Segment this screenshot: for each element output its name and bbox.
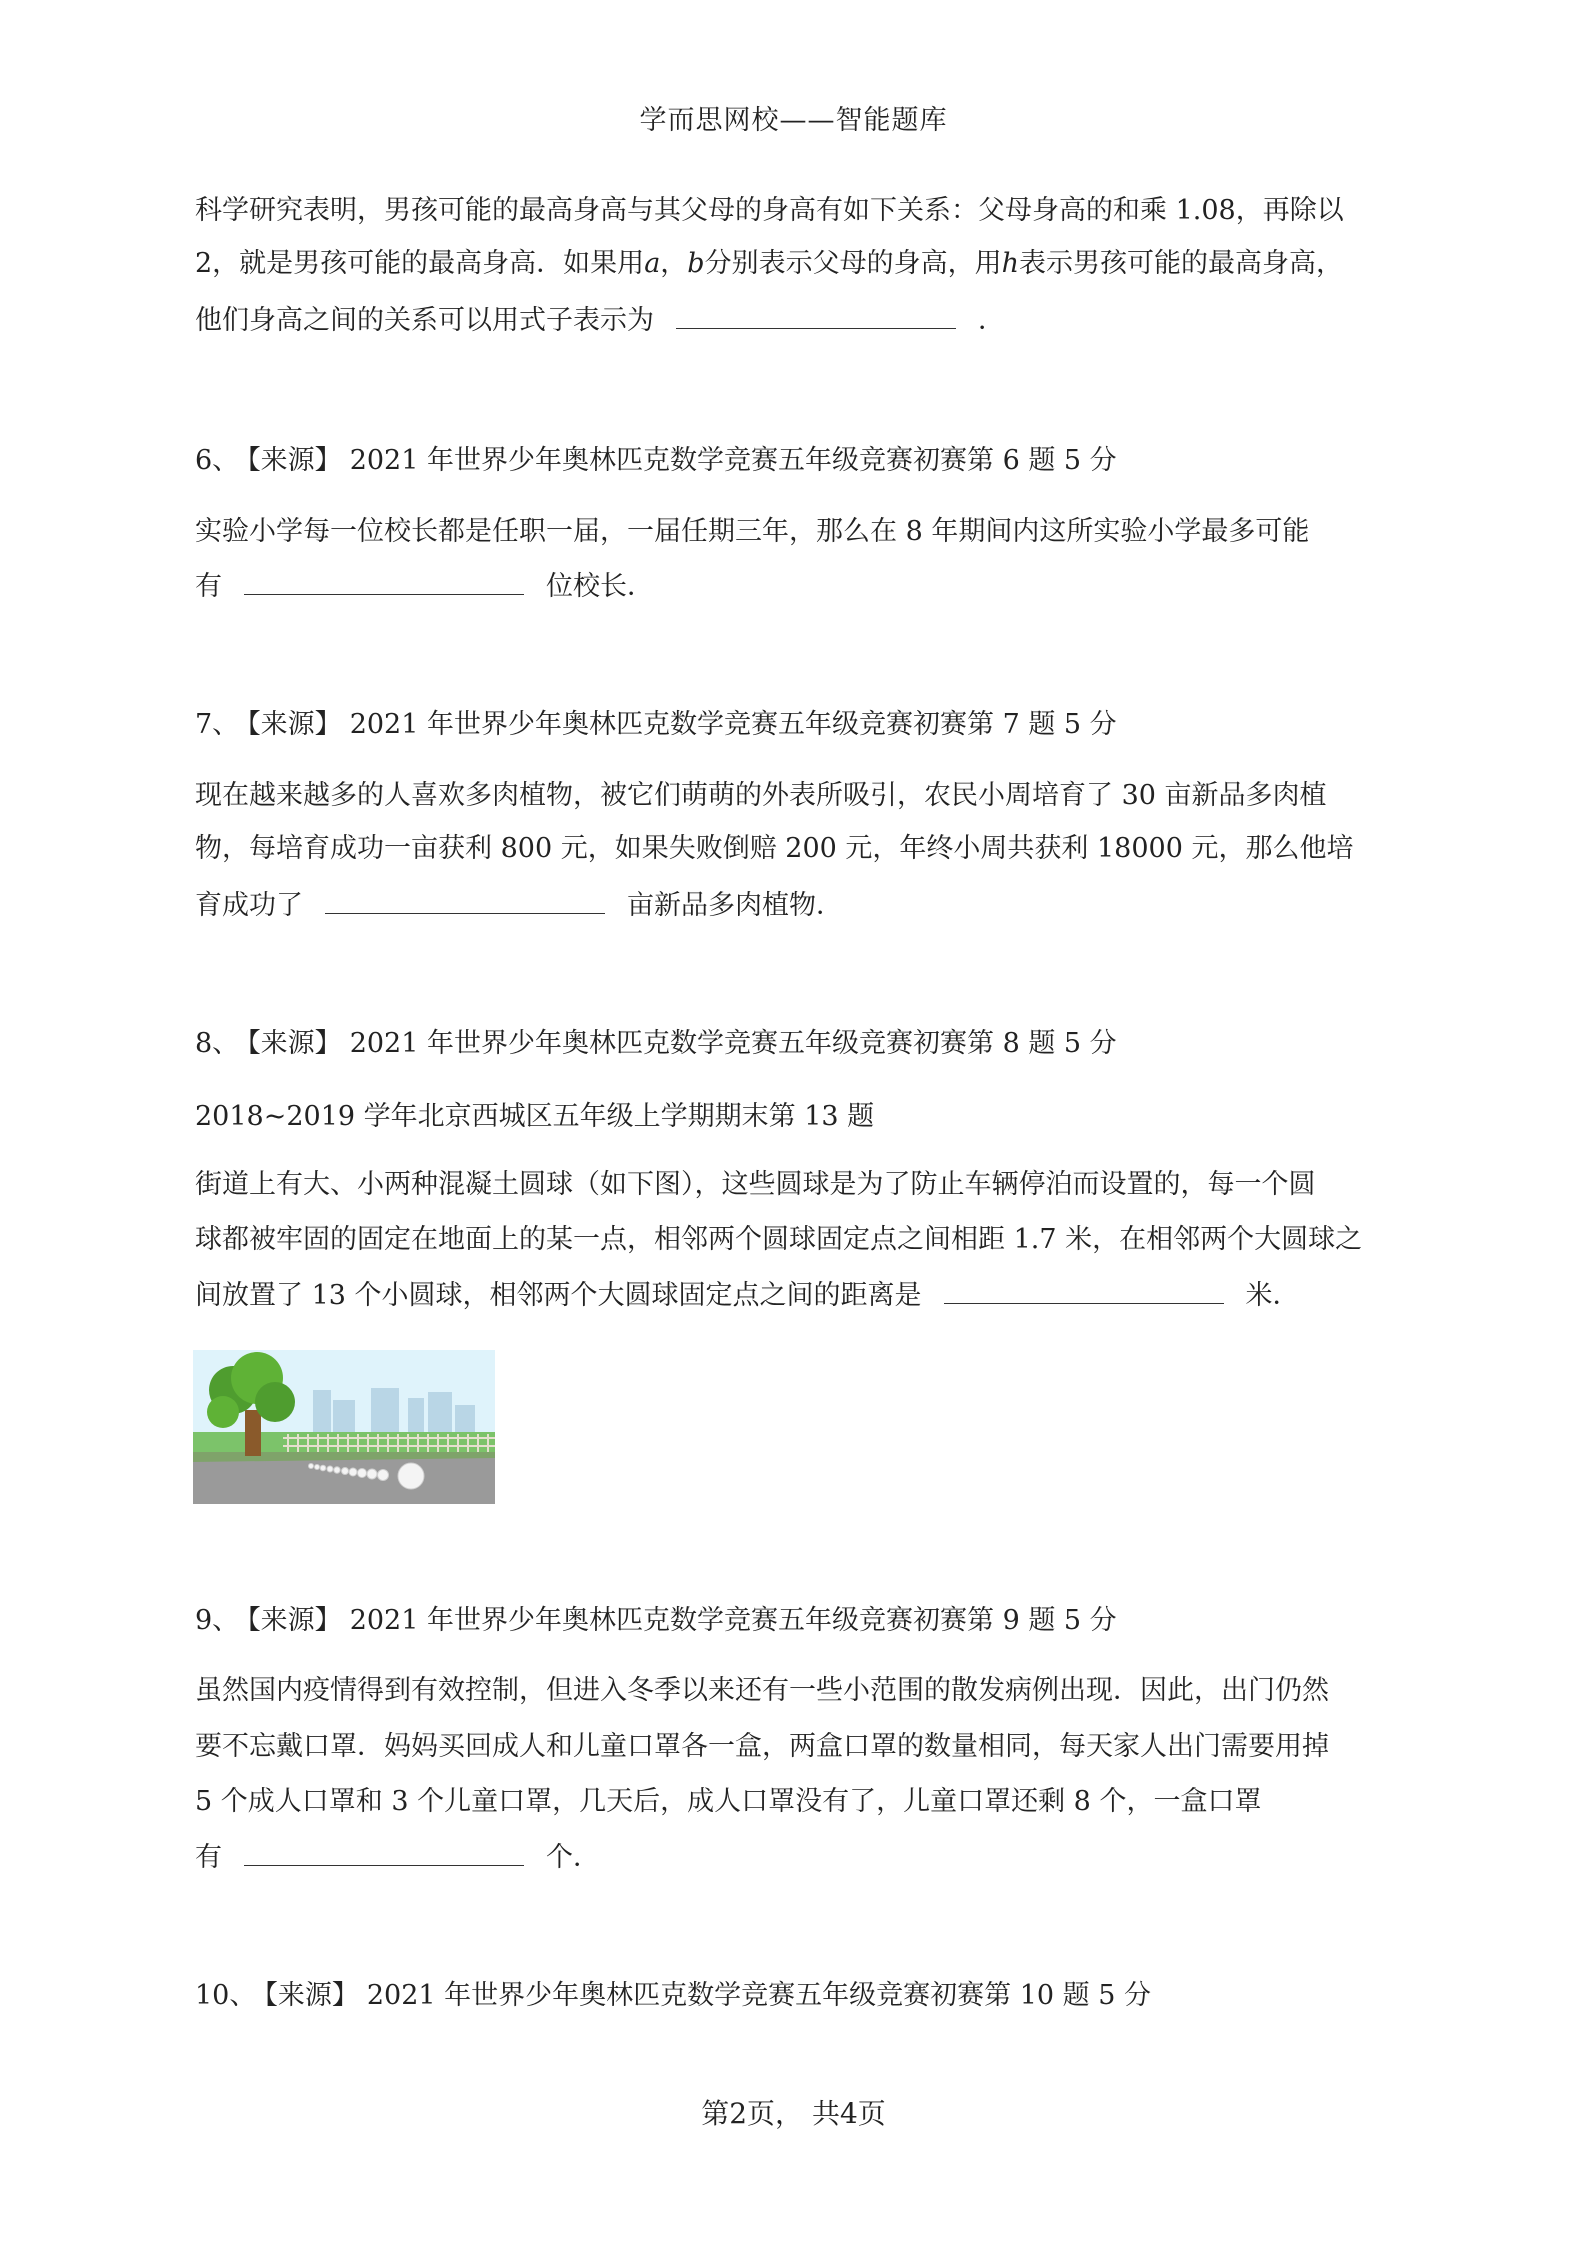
var-a: a [644, 248, 661, 279]
q7-source-line [195, 705, 1117, 745]
q7-line3-b: 亩新品多肉植物． [627, 890, 843, 921]
q9-line4-b: 个． [546, 1842, 600, 1873]
q9-line2: 要不忘戴口罩．妈妈买回成人和儿童口罩各一盒，两盒口罩的数量相同，每天家人出门需要用掉 [195, 1731, 1329, 1762]
q7-line3 [195, 885, 843, 926]
q5-line3-a: 他们身高之间的关系可以用式子表示为 [195, 305, 654, 336]
q5-line2 [195, 244, 1343, 284]
q6-number: 6、 [195, 445, 240, 476]
page-header: 学而思网校——智能题库 [639, 105, 948, 136]
q6-source-line [195, 441, 1117, 481]
q9-line4 [195, 1837, 600, 1878]
q6-tag: 【来源】 [247, 445, 342, 476]
q6-line2-a: 有 [195, 571, 222, 602]
q10-tag: 【来源】 [264, 1980, 359, 2011]
q5-line2-b: ， [660, 248, 688, 279]
q7-line1: 现在越来越多的人喜欢多肉植物，被它们萌萌的外表所吸引，农民小周培育了 30 亩新品多肉植 [195, 780, 1327, 811]
q10-number: 10、 [195, 1980, 257, 2011]
q6-line2 [195, 566, 654, 607]
page-footer: 第2页， 共4页 [701, 2097, 886, 2130]
var-b: b [687, 248, 705, 279]
q5-line2-a: 2，就是男孩可能的最高身高．如果用 [195, 248, 645, 279]
q9-line4-a: 有 [195, 1842, 222, 1873]
q9-line3: 5 个成人口罩和 3 个儿童口罩，几天后，成人口罩没有了，儿童口罩还剩 8 个，一盒口罩 [195, 1786, 1262, 1817]
q7-tag: 【来源】 [247, 709, 342, 740]
q8-line1: 街道上有大、小两种混凝土圆球（如下图），这些圆球是为了防止车辆停泊而设置的，每一个圆 [195, 1169, 1316, 1200]
q10-source-line [195, 1976, 1151, 2016]
q8-line3-a: 间放置了 13 个小圆球，相邻两个大圆球固定点之间的距离是 [195, 1280, 922, 1311]
q6-line2-b: 位校长． [546, 571, 654, 602]
q5-line3-b: ． [978, 305, 1005, 336]
q5-line3 [195, 300, 1005, 341]
q9-line1: 虽然国内疫情得到有效控制，但进入冬季以来还有一些小范围的散发病例出现．因此，出门仍然 [195, 1675, 1329, 1706]
answer-blank[interactable] [676, 300, 956, 329]
answer-blank[interactable] [325, 885, 605, 914]
answer-blank[interactable] [244, 566, 524, 595]
q5-line2-d: 表示男孩可能的最高身高， [1018, 248, 1343, 279]
q7-line2: 物，每培育成功一亩获利 800 元，如果失败倒赔 200 元，年终小周共获利 18000 元，那么他培 [195, 833, 1354, 864]
q6-line1: 实验小学每一位校长都是任职一届，一届任期三年，那么在 8 年期间内这所实验小学最多可能 [195, 516, 1310, 547]
answer-blank[interactable] [944, 1275, 1224, 1304]
q8-source-line [195, 1024, 1117, 1064]
q7-line3-a: 育成功了 [195, 890, 303, 921]
q8-source: 2021 年世界少年奥林匹克数学竞赛五年级竞赛初赛第 8 题 5 分 [349, 1028, 1117, 1059]
q8-line2: 球都被牢固的固定在地面上的某一点，相邻两个圆球固定点之间相距 1.7 米，在相邻两个大圆球之 [195, 1224, 1363, 1255]
q5-line1: 科学研究表明，男孩可能的最高身高与其父母的身高有如下关系：父母身高的和乘 1.08，再除以 [195, 195, 1344, 226]
q8-number: 8、 [195, 1028, 240, 1059]
q5-line2-c: 分别表示父母的身高，用 [704, 248, 1002, 279]
var-h: h [1001, 248, 1019, 279]
q9-number: 9、 [195, 1605, 240, 1636]
street-balls-illustration [193, 1350, 495, 1504]
q9-source: 2021 年世界少年奥林匹克数学竞赛五年级竞赛初赛第 9 题 5 分 [349, 1605, 1117, 1636]
q8-line3-b: 米． [1245, 1280, 1300, 1311]
q9-tag: 【来源】 [247, 1605, 342, 1636]
q7-number: 7、 [195, 709, 240, 740]
q6-source: 2021 年世界少年奥林匹克数学竞赛五年级竞赛初赛第 6 题 5 分 [349, 445, 1117, 476]
q8-line3 [195, 1275, 1300, 1316]
q10-source: 2021 年世界少年奥林匹克数学竞赛五年级竞赛初赛第 10 题 5 分 [366, 1980, 1152, 2011]
q9-source-line [195, 1601, 1117, 1641]
q7-source: 2021 年世界少年奥林匹克数学竞赛五年级竞赛初赛第 7 题 5 分 [349, 709, 1117, 740]
answer-blank[interactable] [244, 1837, 524, 1866]
q8-tag: 【来源】 [247, 1028, 342, 1059]
q8-source2: 2018~2019 学年北京西城区五年级上学期期末第 13 题 [195, 1101, 875, 1132]
